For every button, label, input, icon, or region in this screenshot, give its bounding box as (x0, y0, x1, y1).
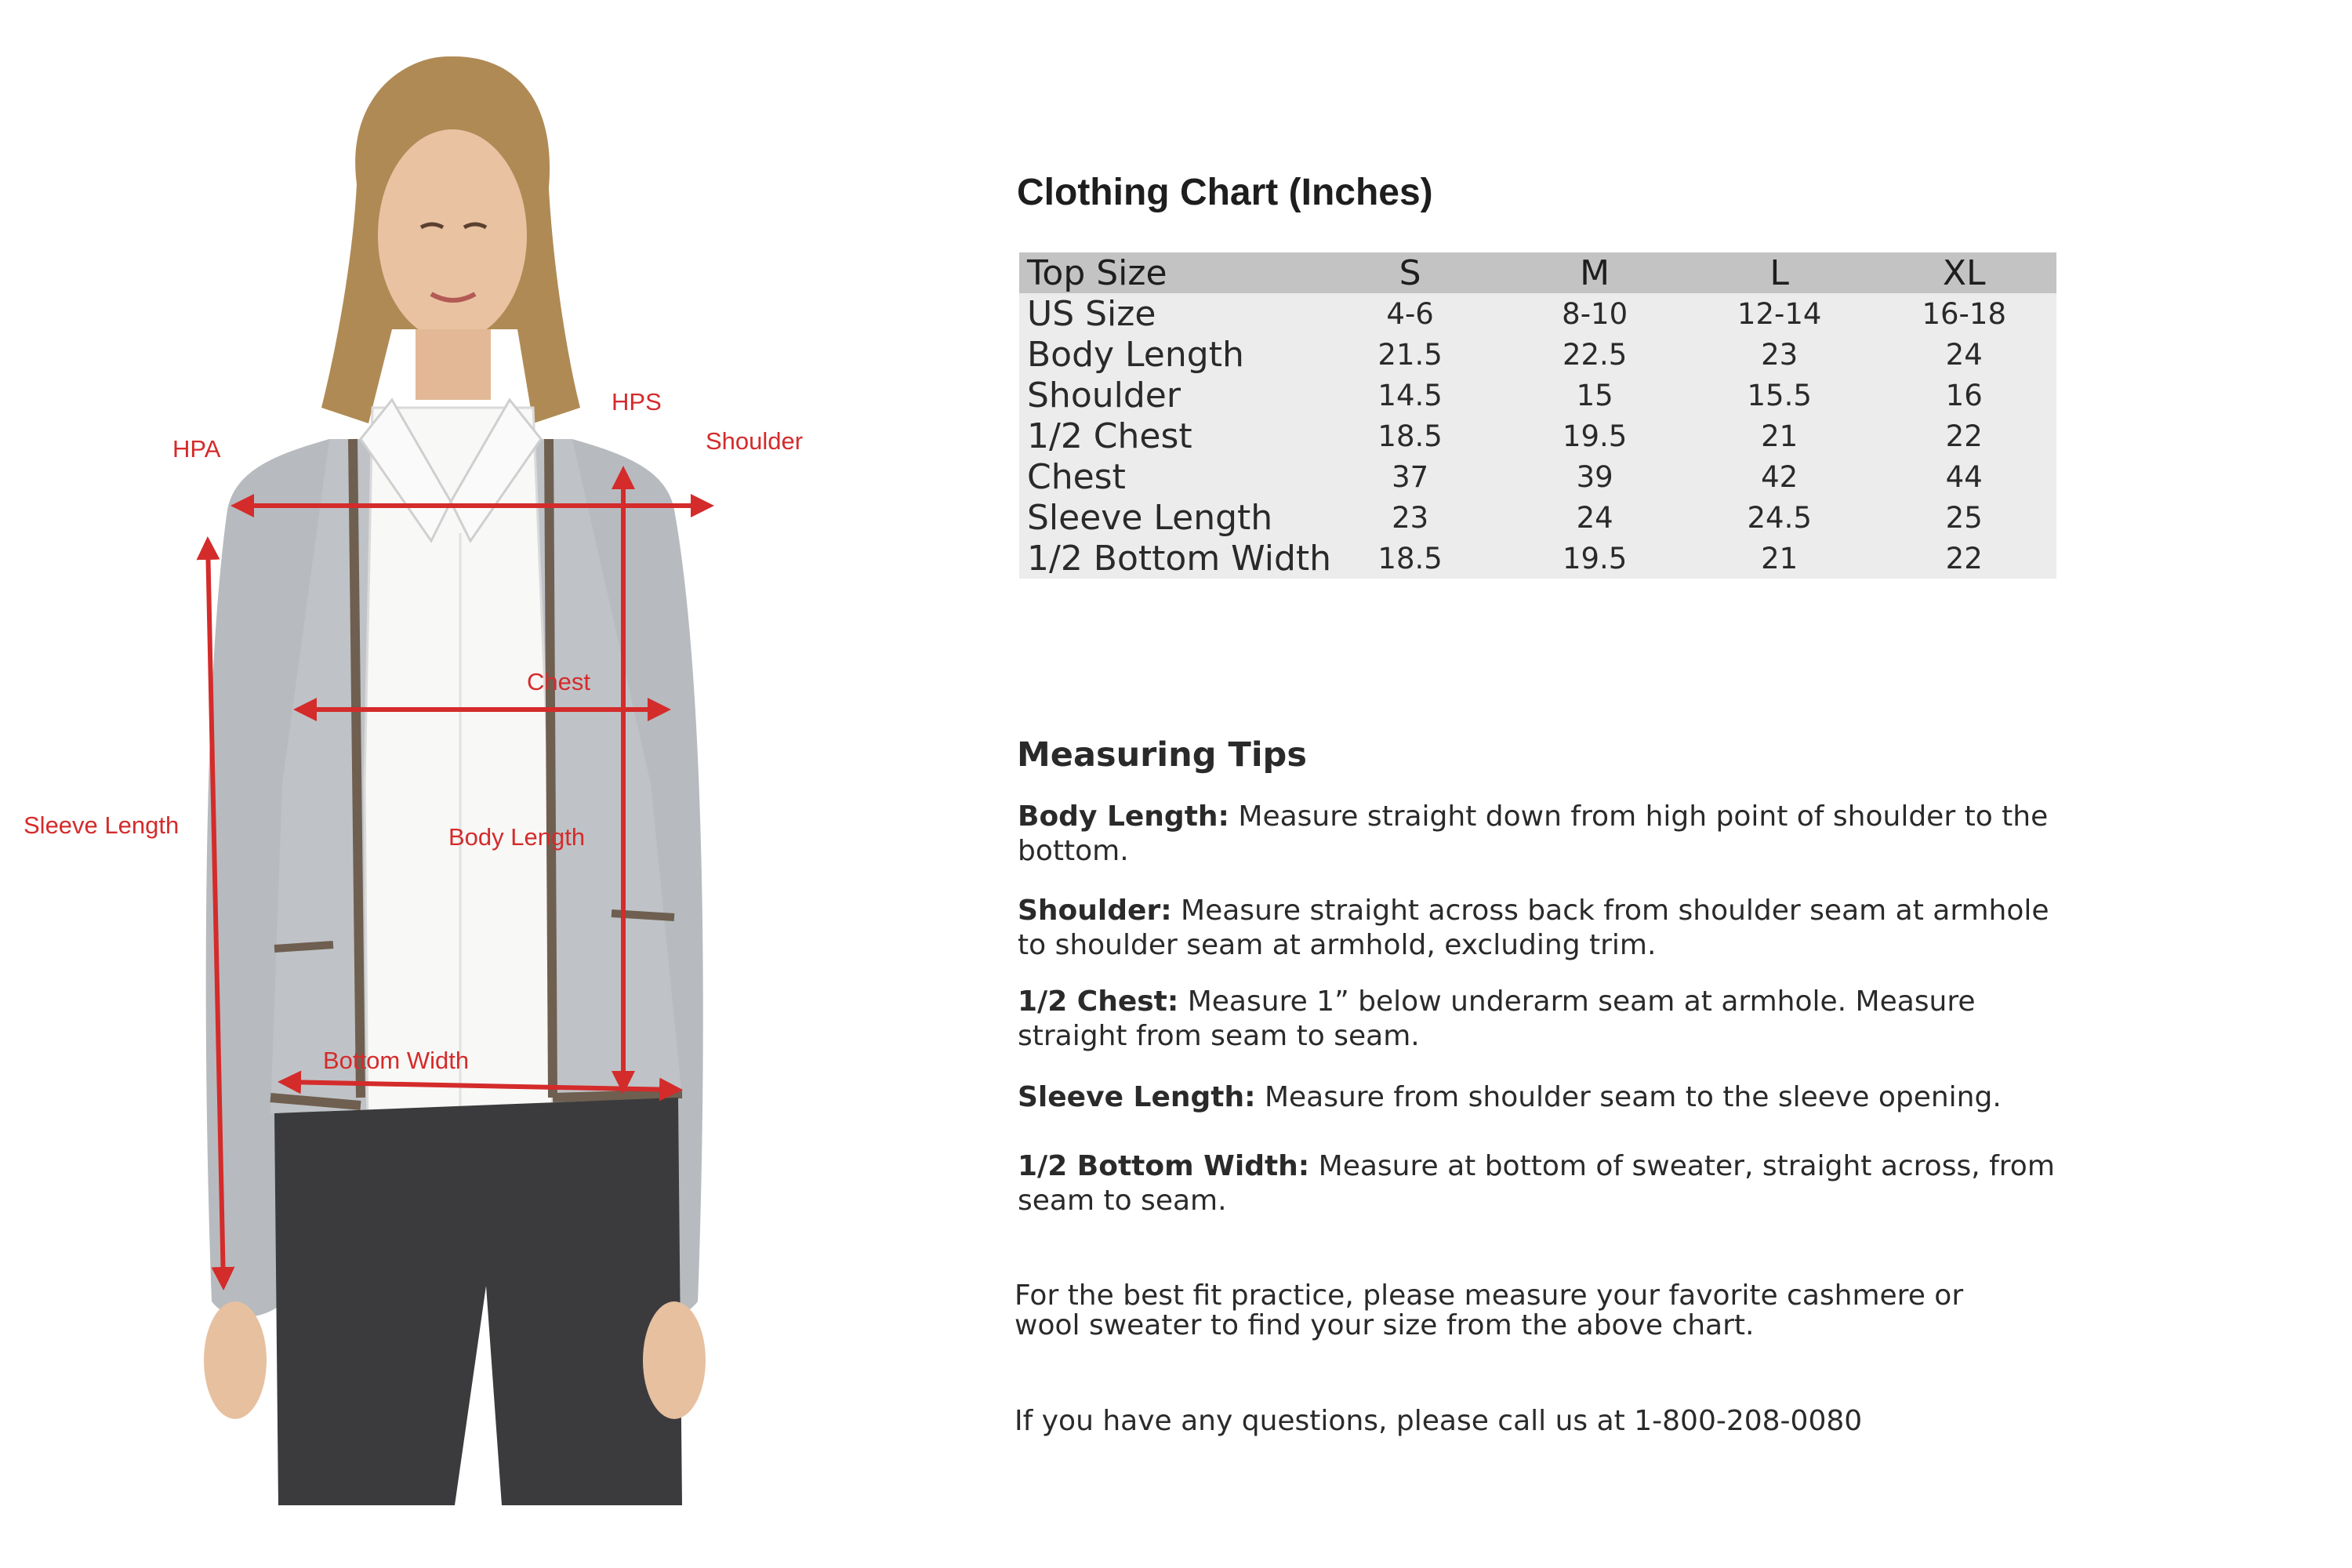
table-cell: 18.5 (1318, 416, 1503, 456)
tip-term: Sleeve Length: (1018, 1081, 1256, 1113)
tip-text: Measure straight down from high point of shoulder to the bottom. (1018, 800, 2049, 867)
row-label: Sleeve Length (1019, 497, 1318, 538)
table-row (1019, 416, 2056, 456)
label-hpa: HPA (172, 435, 221, 463)
tip-text: Measure 1” below underarm seam at armhole. Measure straight from seam to seam. (1018, 985, 1976, 1052)
table-cell: 22 (1871, 416, 2056, 456)
table-row (1019, 334, 2056, 375)
face-shape (378, 129, 527, 341)
header-cell: M (1502, 252, 1687, 293)
table-row (1019, 375, 2056, 416)
table-cell: 16 (1871, 375, 2056, 416)
table-row (1019, 456, 2056, 497)
table-cell: 12-14 (1687, 293, 1872, 334)
table-cell: 14.5 (1318, 375, 1503, 416)
chart-title: Clothing Chart (Inches) (1017, 172, 1433, 213)
table-cell: 25 (1871, 497, 2056, 538)
header-cell: Top Size (1019, 252, 1318, 293)
tips-title: Measuring Tips (1017, 735, 1307, 775)
label-shoulder: Shoulder (706, 427, 804, 455)
table-cell: 19.5 (1502, 538, 1687, 579)
label-sleeve-length: Sleeve Length (24, 811, 180, 839)
label-bottom-width: Bottom Width (323, 1047, 470, 1074)
pants-shape (274, 1098, 682, 1505)
table-cell: 24 (1502, 497, 1687, 538)
tip-term: 1/2 Bottom Width: (1018, 1150, 1310, 1182)
table-cell: 24 (1871, 334, 2056, 375)
tip-term: Body Length: (1018, 800, 1229, 833)
row-label: 1/2 Chest (1019, 416, 1318, 456)
label-hps: HPS (612, 388, 662, 416)
table-row (1019, 538, 2056, 579)
table-cell: 39 (1502, 456, 1687, 497)
tip-shoulder (1018, 894, 2060, 963)
table-cell: 16-18 (1871, 293, 2056, 334)
size-chart-table (1019, 252, 2056, 579)
tip-text: Measure straight across back from shoulder seam at armhole to shoulder seam at armhold, excluding trim. (1018, 895, 2049, 961)
header-cell: S (1318, 252, 1503, 293)
table-cell: 15.5 (1687, 375, 1872, 416)
table-header-row (1019, 252, 2056, 293)
table-cell: 42 (1687, 456, 1872, 497)
label-chest: Chest (527, 668, 590, 695)
row-label: 1/2 Bottom Width (1019, 538, 1318, 579)
tip-text: Measure from shoulder seam to the sleeve opening. (1255, 1081, 2002, 1113)
table-cell: 19.5 (1502, 416, 1687, 456)
fit-note: For the best fit practice, please measure your favorite cashmere or wool sweater to find your size from the above chart. (1014, 1279, 1964, 1341)
model-figure (0, 0, 862, 1568)
table-cell: 21 (1687, 538, 1872, 579)
row-label: Body Length (1019, 334, 1318, 375)
table-cell: 18.5 (1318, 538, 1503, 579)
table-cell: 22.5 (1502, 334, 1687, 375)
table-cell: 21 (1687, 416, 1872, 456)
header-cell: XL (1871, 252, 2056, 293)
tip-term: 1/2 Chest: (1018, 985, 1179, 1018)
row-label: Shoulder (1019, 375, 1318, 416)
table-cell: 4-6 (1318, 293, 1503, 334)
table-cell: 21.5 (1318, 334, 1503, 375)
neck-shape (416, 329, 491, 400)
table-row (1019, 497, 2056, 538)
table-cell: 8-10 (1502, 293, 1687, 334)
row-label: US Size (1019, 293, 1318, 334)
table-cell: 22 (1871, 538, 2056, 579)
table-cell: 23 (1318, 497, 1503, 538)
contact-note: If you have any questions, please call us at 1-800-208-0080 (1014, 1405, 1863, 1437)
tip-term: Shoulder: (1018, 895, 1172, 927)
header-cell: L (1687, 252, 1872, 293)
row-label: Chest (1019, 456, 1318, 497)
tip-body-length (1018, 800, 2060, 869)
table-cell: 44 (1871, 456, 2056, 497)
tip-sleeve-length (1018, 1080, 2060, 1115)
tip-text: Measure at bottom of sweater, straight across, from seam to seam. (1018, 1150, 2055, 1217)
label-body-length: Body Length (448, 823, 586, 851)
tip-half-chest (1018, 985, 2060, 1054)
table-cell: 24.5 (1687, 497, 1872, 538)
table-row (1019, 293, 2056, 334)
table-cell: 15 (1502, 375, 1687, 416)
tip-bottom-width (1018, 1149, 2060, 1218)
table-cell: 23 (1687, 334, 1872, 375)
table-cell: 37 (1318, 456, 1503, 497)
